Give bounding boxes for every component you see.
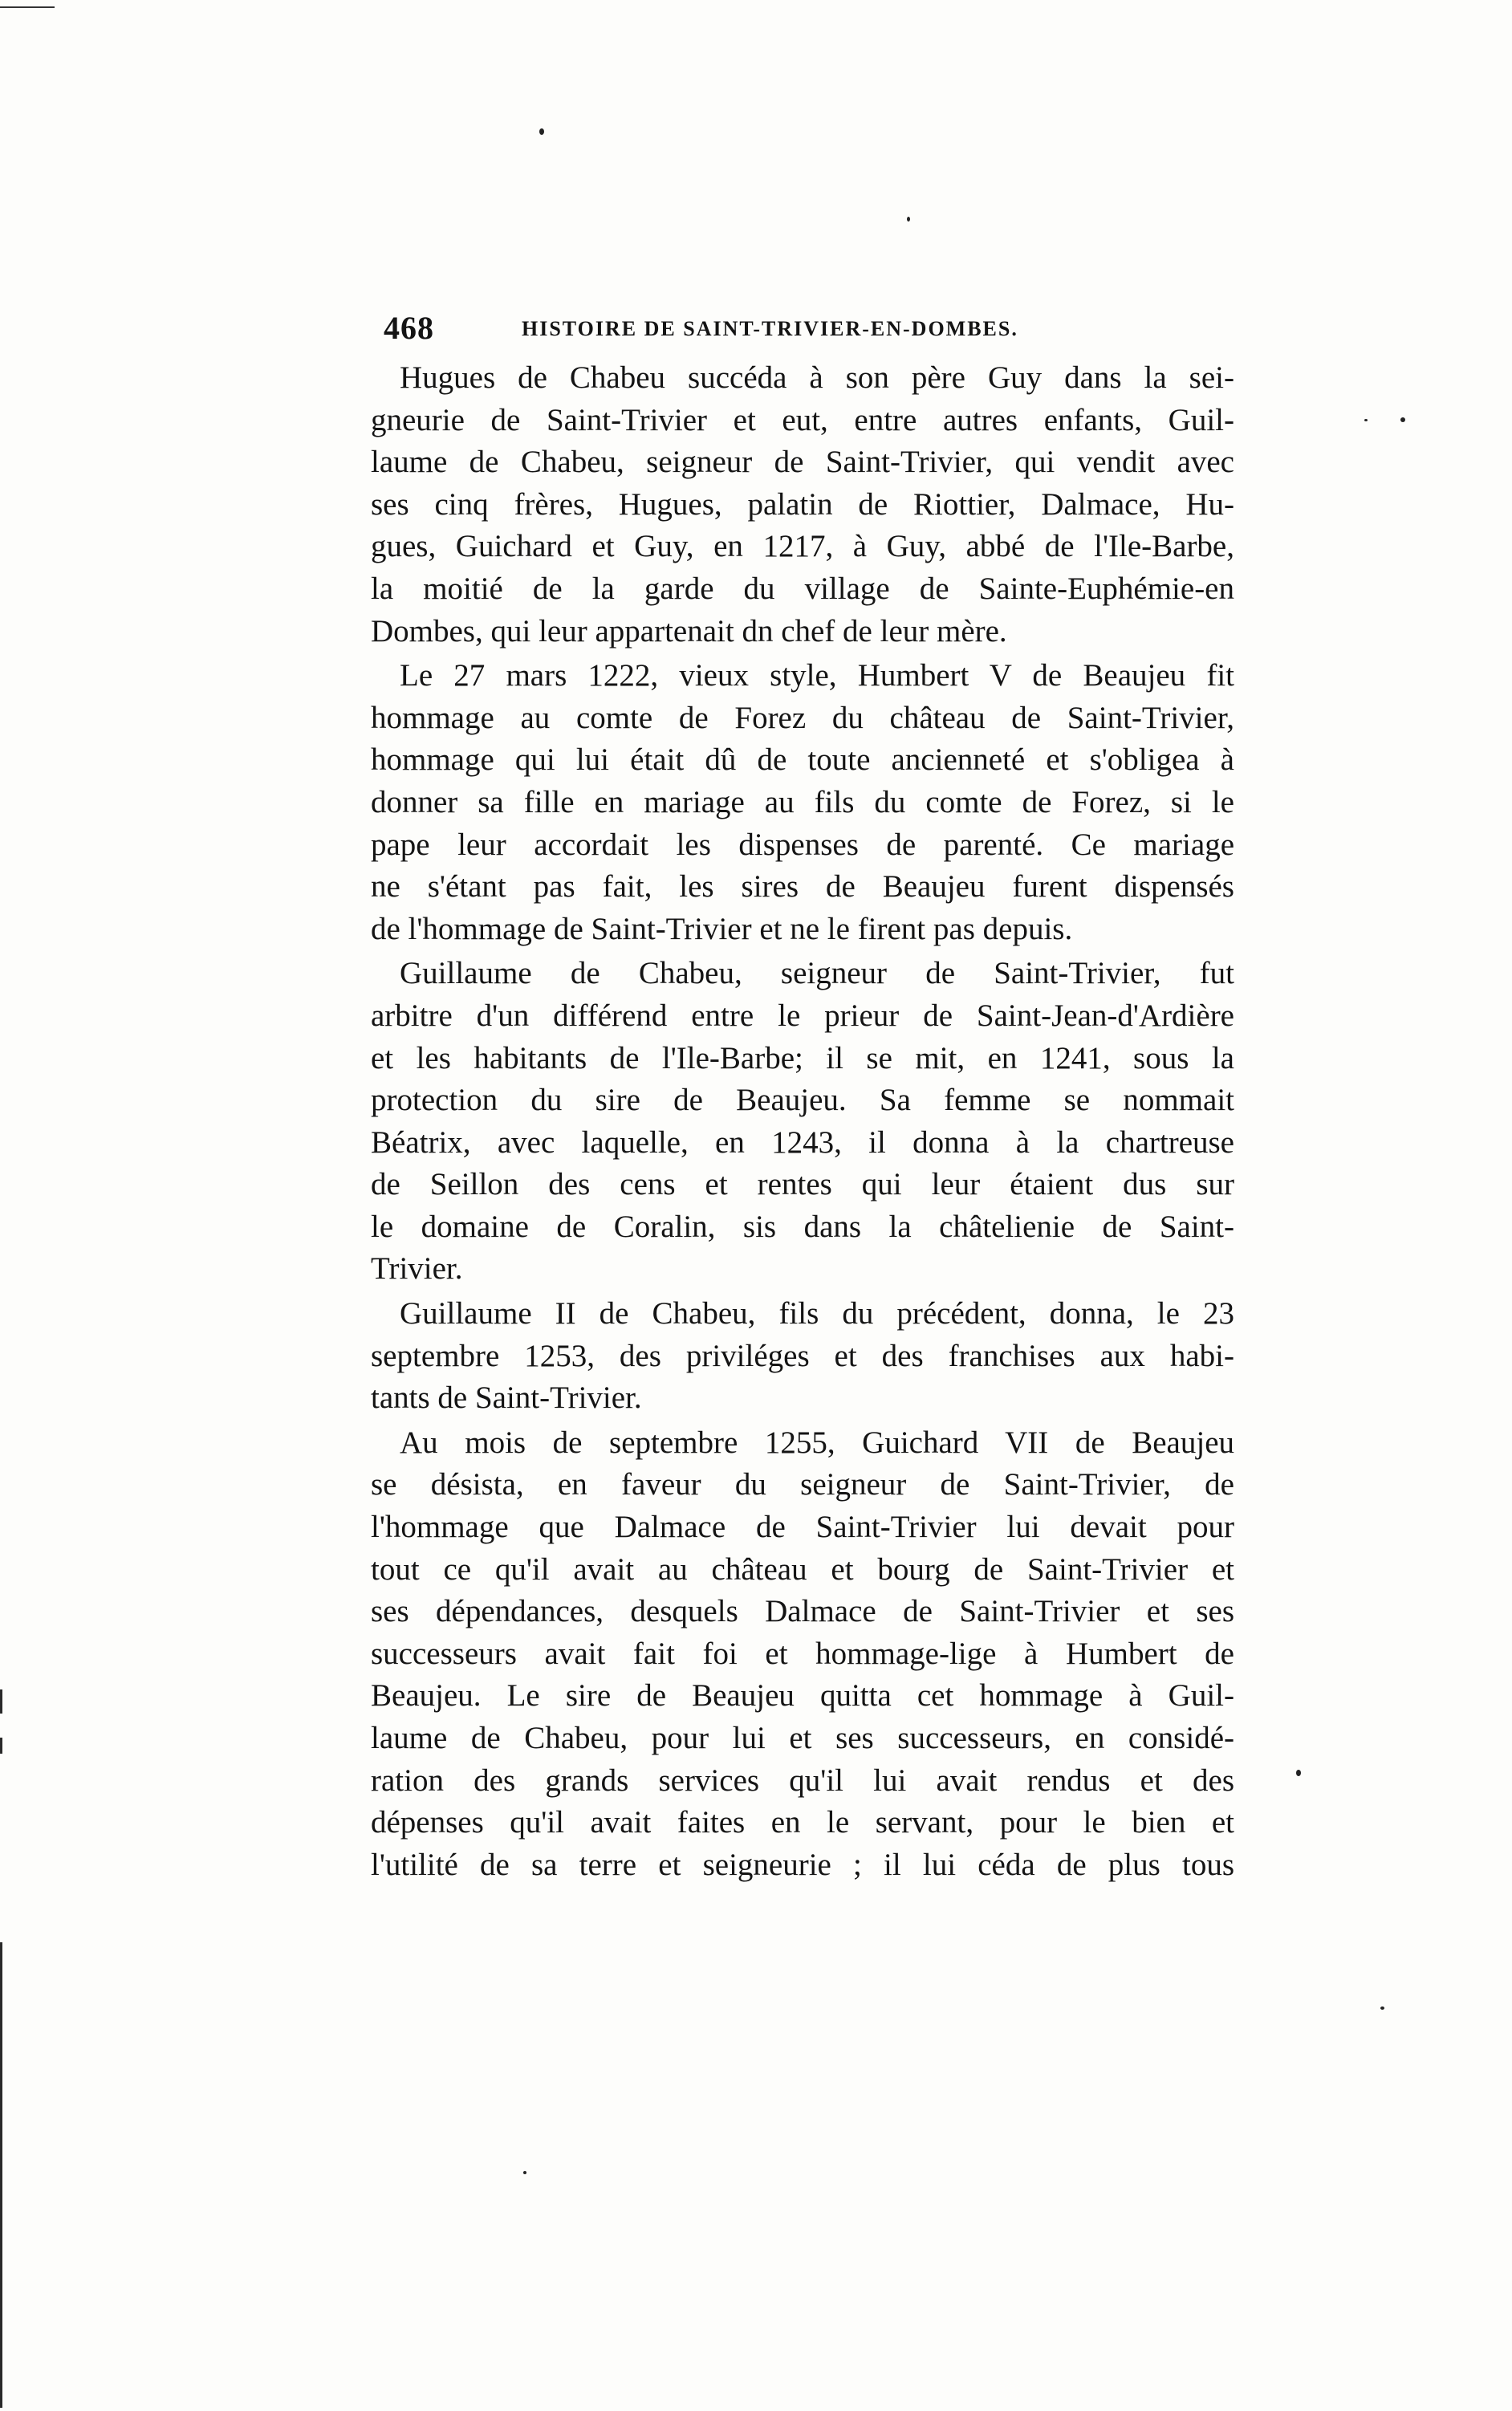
text-line: septembre 1253, des priviléges et des franchises aux habi- xyxy=(371,1338,1234,1373)
text-line: Trivier. xyxy=(371,1251,463,1287)
scan-speck xyxy=(1364,419,1368,421)
paragraph xyxy=(371,655,1234,950)
text-line: de Seillon des cens et rentes qui leur étaient dus sur xyxy=(371,1167,1234,1202)
text-line: ne s'étant pas fait, les sires de Beaujeu furent dispensés xyxy=(371,869,1234,905)
scan-speck xyxy=(1296,1770,1301,1776)
text-line: ses dépendances, desquels Dalmace de Saint-Trivier et ses xyxy=(371,1594,1234,1629)
scan-speck xyxy=(1380,2006,1384,2010)
scan-edge-mark xyxy=(0,1738,2,1754)
text-line: la moitié de la garde du village de Sainte-Euphémie-en xyxy=(371,571,1234,606)
scan-edge-mark xyxy=(0,1942,2,2408)
scan-edge-mark xyxy=(0,1689,2,1714)
body-text xyxy=(371,357,1234,1889)
text-line: successeurs avait fait foi et hommage-lige à Humbert de xyxy=(371,1636,1234,1671)
text-line: pape leur accordait les dispenses de parenté. Ce mariage xyxy=(371,827,1234,862)
page-number: 468 xyxy=(384,310,434,346)
scan-speck xyxy=(539,128,544,135)
running-head: HISTOIRE DE SAINT-TRIVIER-EN-DOMBES. xyxy=(522,317,1018,340)
text-line: Dombes, qui leur appartenait dn chef de leur mère. xyxy=(371,613,1007,648)
text-line: Hugues de Chabeu succéda à son père Guy dans la sei- xyxy=(400,360,1234,395)
text-line: dépenses qu'il avait faites en le servant, pour le bien et xyxy=(371,1805,1234,1840)
text-line: l'utilité de sa terre et seigneurie ; il lui céda de plus tous xyxy=(371,1847,1234,1882)
text-line: Guillaume II de Chabeu, fils du précédent, donna, le 23 xyxy=(400,1296,1234,1332)
text-line: arbitre d'un différend entre le prieur de Saint-Jean-d'Ardière xyxy=(371,998,1234,1033)
scan-speck xyxy=(907,217,910,222)
text-line: Béatrix, avec laquelle, en 1243, il donna à la chartreuse xyxy=(371,1124,1234,1160)
page-header xyxy=(384,309,1234,351)
text-line: ration des grands services qu'il lui avait rendus et des xyxy=(371,1763,1234,1798)
paragraph xyxy=(371,953,1234,1291)
text-line: hommage qui lui était dû de toute ancienneté et s'obligea à xyxy=(371,742,1234,778)
text-line: et les habitants de l'Ile-Barbe; il se mit, en 1241, sous la xyxy=(371,1040,1234,1075)
text-line: Beaujeu. Le sire de Beaujeu quitta cet hommage à Guil- xyxy=(371,1678,1234,1714)
text-line: Le 27 mars 1222, vieux style, Humbert V de Beaujeu fit xyxy=(400,658,1234,693)
text-line: protection du sire de Beaujeu. Sa femme se nommait xyxy=(371,1083,1234,1118)
text-line: de l'hommage de Saint-Trivier et ne le firent pas depuis. xyxy=(371,911,1073,946)
text-line: se désista, en faveur du seigneur de Saint-Trivier, de xyxy=(371,1467,1234,1502)
text-line: gneurie de Saint-Trivier et eut, entre autres enfants, Guil- xyxy=(371,402,1234,437)
text-line: tout ce qu'il avait au château et bourg de Saint-Trivier et xyxy=(371,1551,1234,1587)
text-line: Guillaume de Chabeu, seigneur de Saint-Trivier, fut xyxy=(400,956,1234,991)
text-line: gues, Guichard et Guy, en 1217, à Guy, abbé de l'Ile-Barbe, xyxy=(371,529,1234,564)
text-line: hommage au comte de Forez du château de Saint-Trivier, xyxy=(371,700,1234,735)
text-line: donner sa fille en mariage au fils du comte de Forez, si le xyxy=(371,784,1234,819)
scan-corner-mark xyxy=(0,6,55,8)
scan-speck xyxy=(1400,417,1405,422)
paragraph xyxy=(371,1293,1234,1420)
paragraph xyxy=(371,1422,1234,1887)
scan-speck xyxy=(523,2171,526,2174)
text-line: laume de Chabeu, pour lui et ses successeurs, en considé- xyxy=(371,1721,1234,1755)
text-line: le domaine de Coralin, sis dans la châtelienie de Saint- xyxy=(371,1209,1234,1244)
text-line: laume de Chabeu, seigneur de Saint-Trivier, qui vendit avec xyxy=(371,445,1234,480)
text-line: l'hommage que Dalmace de Saint-Trivier lui devait pour xyxy=(371,1510,1234,1545)
text-line: ses cinq frères, Hugues, palatin de Riottier, Dalmace, Hu- xyxy=(371,486,1234,522)
text-line: Au mois de septembre 1255, Guichard VII de Beaujeu xyxy=(400,1425,1234,1460)
text-line: tants de Saint-Trivier. xyxy=(371,1380,642,1416)
paragraph xyxy=(371,357,1234,653)
